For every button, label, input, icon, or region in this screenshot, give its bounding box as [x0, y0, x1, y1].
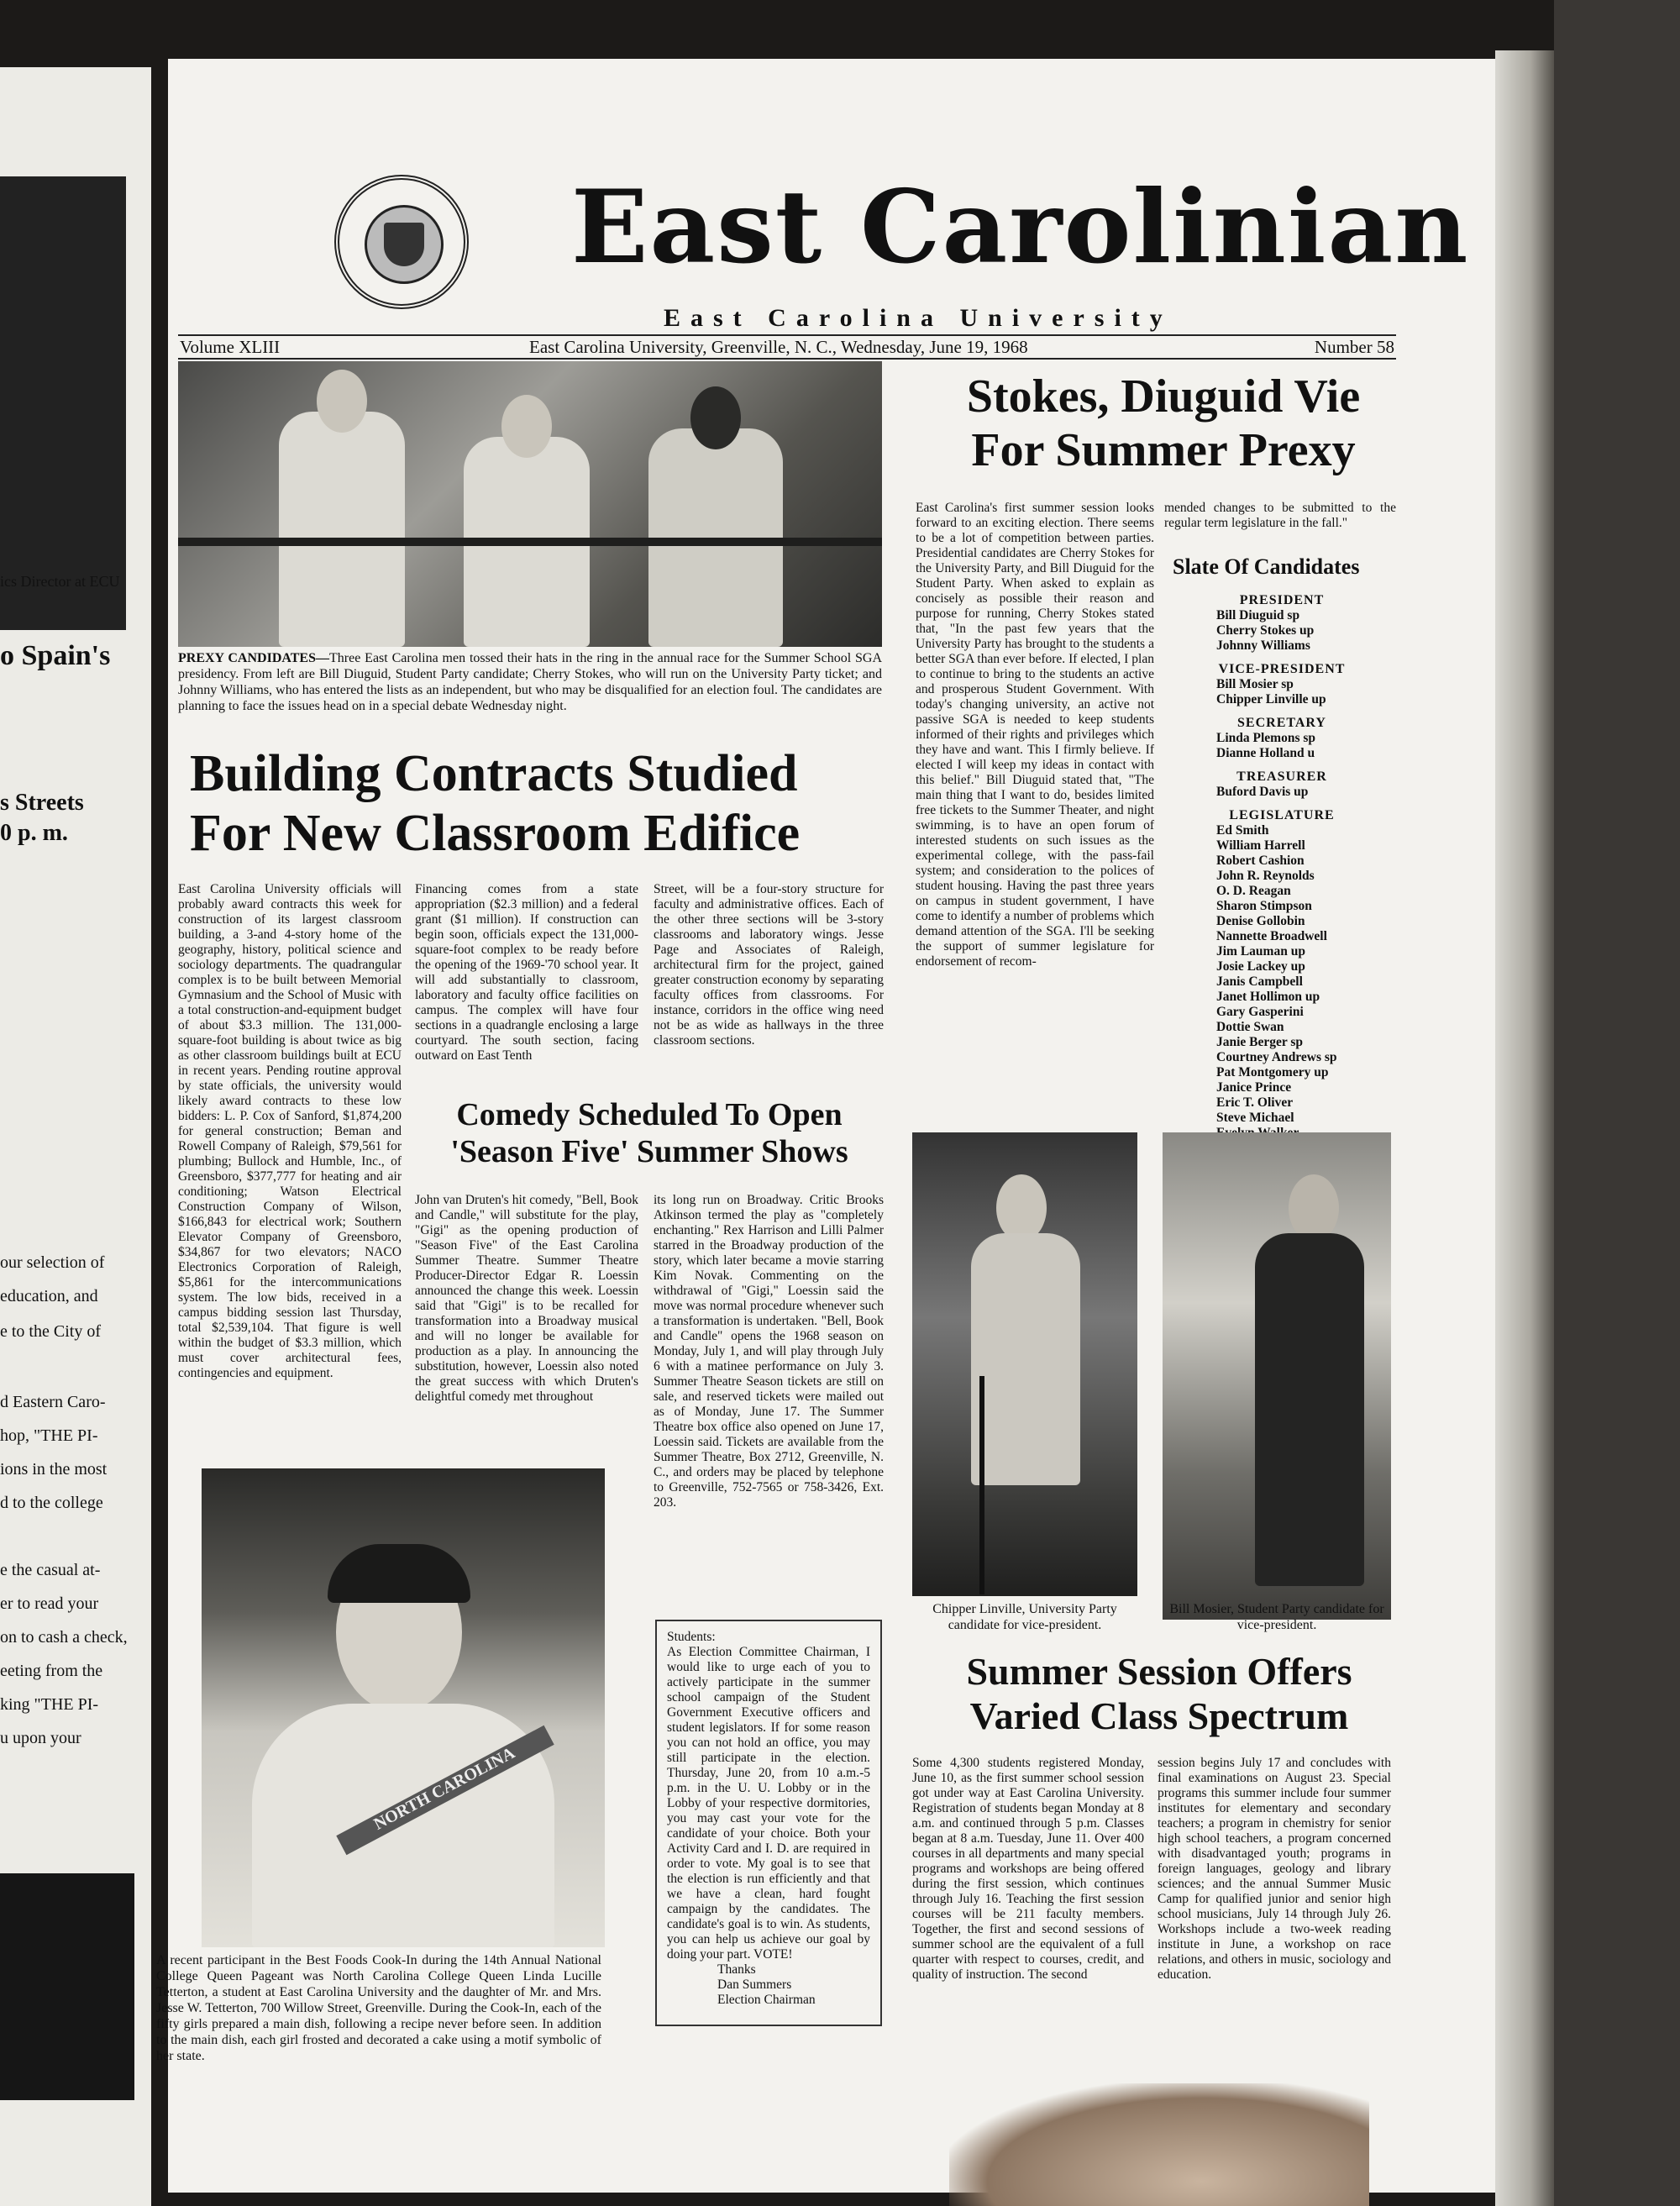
page-stack-edge	[1495, 50, 1554, 2206]
prexy-caption	[178, 650, 882, 714]
building-headline-line1: Building Contracts Studied	[190, 745, 798, 802]
slate-name: Jim Lauman up	[1216, 944, 1305, 959]
comedy-article-col2: its long run on Broadway. Critic Brooks Atkinson termed the play as "completely enchanting." Rex Harrison and Lilli Palmer starred in the Broadway production of the story, which later became a movie starring Kim Novak. Commenting on the withdrawal of "Gigi," Loessin said the move was normal procedure whenever such a transformation is undertaken. "Bell, Book and Candle" opens the 1968 season on Monday, July 1, and will play through July 6 with a matinee performance on July 3. Summer Theatre Season tickets are still on sale, and reserved tickets were mailed out as of Monday, June 17. The Summer Theatre box office also opened on June 17, Loessin said. Tickets are available from the Summer Theatre, Box 2712, Greenville, N. C., and orders may be placed by telephone to Greenville, 752-7565 or 758-3426, Ext. 203.	[654, 1193, 884, 1510]
issue-number: Number 58	[1314, 337, 1394, 357]
chipper-caption: Chipper Linville, University Party candidate for vice-president.	[932, 1602, 1117, 1632]
letter-body: As Election Committee Chairman, I would like to urge each of you to actively participate in the summer school campaign of the Student Government Executive officers and student legislators. If for some reason you can not hold an office, you may still participate in the election. Thursday, June 20, from 10 a.m.-5 p.m. in the U. U. Lobby or in the Lobby of your respective dormitories, you may cast your vote for the candidate of your choice. Both your Activity Card and I. D. are required in order to vote. My goal is to see that the election is run efficiently and that we have a clean, hard fought campaign by the candidates. The candidate's goal is to win. As students, you can help us achieve our goal by doing your part. VOTE!	[667, 1645, 870, 1962]
building-article-col2: Financing comes from a state appropriation ($2.3 million) and a federal grant ($1 million). If construction can begin soon, officials expect the 131,000-square-foot complex to be ready before the opening of the 1969-'70 school year. It will add substantially to classroom, laboratory and faculty office facilities on campus. The complex will have four sections in a quadrangle enclosing a large courtyard. The south section, facing outward on East Tenth	[415, 882, 638, 1063]
slate-heading-vice-president: VICE-PRESIDENT	[1218, 662, 1346, 676]
scanner-hand	[949, 2083, 1369, 2206]
left-facing-page	[0, 67, 151, 2206]
volume-label: Volume XLIII	[180, 337, 281, 357]
slate-name: Ed Smith	[1216, 823, 1269, 838]
slate-name: Robert Cashion	[1216, 854, 1305, 868]
place-date: East Carolina University, Greenville, N. C., Wednesday, June 19, 1968	[529, 337, 1028, 357]
slate-name: Courtney Andrews sp	[1216, 1050, 1337, 1064]
prexy-candidates-photo	[178, 361, 882, 647]
left-page-line: d to the college	[0, 1494, 103, 1512]
slate-name: Cherry Stokes up	[1216, 623, 1315, 638]
slate-name: Dottie Swan	[1216, 1020, 1284, 1034]
slate-heading-legislature: LEGISLATURE	[1229, 808, 1335, 822]
slate-title: Slate Of Candidates	[1173, 554, 1360, 579]
slate-name: Johnny Williams	[1216, 638, 1310, 653]
stokes-headline-line2: For Summer Prexy	[971, 424, 1356, 477]
slate-name: Linda Plemons sp	[1216, 731, 1316, 745]
slate-name: Janet Hollimon up	[1216, 990, 1320, 1004]
left-page-line: s Streets	[0, 790, 84, 816]
letter-signature: Dan Summers	[717, 1978, 792, 1992]
slate-name: John R. Reynolds	[1216, 869, 1315, 883]
queen-sash: NORTH CAROLINA	[336, 1725, 554, 1855]
letter-closing: Thanks	[717, 1962, 756, 1977]
slate-name: Dianne Holland u	[1216, 746, 1315, 760]
slate-name: Denise Gollobin	[1216, 914, 1305, 928]
prexy-caption-lead: PREXY CANDIDATES—	[178, 651, 329, 665]
comedy-headline-line1: Comedy Scheduled To Open	[456, 1097, 843, 1132]
slate-heading-treasurer: TREASURER	[1236, 769, 1327, 784]
slate-name: Janis Campbell	[1216, 974, 1303, 989]
left-page-line: education, and	[0, 1287, 98, 1305]
left-page-line: e the casual at-	[0, 1561, 101, 1579]
queen-caption: A recent participant in the Best Foods Cook-In during the 14th Annual National College Queen Pageant was North Carolina College Queen Linda Lucille Tetterton, a student at East Carolina University and the daughter of Mr. and Mrs. Jesse W. Tetterton, 700 Willow Street, Greenville. During the Cook-In, each of the fifty girls prepared a main dish, following a recipe never before seen. In addition to the main dish, each girl frosted and decorated a cake using a motif symbolic of her state.	[156, 1953, 601, 2063]
comedy-headline-line2: 'Season Five' Summer Shows	[450, 1133, 848, 1169]
legislature-list	[1173, 823, 1391, 1141]
queen-photo	[202, 1468, 605, 1947]
comedy-headline	[415, 1097, 884, 1170]
slate-name: Chipper Linville up	[1216, 692, 1326, 706]
slate-name: Josie Lackey up	[1216, 959, 1305, 974]
left-page-line: eeting from the	[0, 1662, 103, 1680]
building-article-col1: East Carolina University officials will probably award contracts this week for construction of its largest classroom building, a 3-and 4-story home of the geography, history, political science and sociology departments. The quadrangular complex is to be built between Memorial Gymnasium and the School of Music with a total construction-and-equipment budget of about $3.3 million. The 131,000-square-foot building is about twice as big as other classroom buildings built at ECU in recent years. Pending routine approval by state officials, the university would likely award contracts to these low bidders: L. P. Cox of Sanford, $1,874,200 for general construction; Beman and Rowell Company of Raleigh, $79,561 for plumbing; Bullock and Humble, Inc., of Greensboro, $377,777 for heating and air conditioning; Watson Electrical Construction Company of Wilson, $166,843 for electrical work; Southern Elevator Company of Greensboro, $34,867 for two elevators; NACO Electronics Corporation of Raleigh, $5,861 for the intercommunications system. The low bids, received in a campus bidding session last Thursday, total $2,539,104. That figure is well within the budget of $3.3 million, which must cover architectural fees, contingencies and equipment.	[178, 882, 402, 1380]
summer-article-col2: session begins July 17 and concludes with final examinations on August 23. Special programs this summer include four summer institutes for elementary and secondary teachers; a program in chemistry for senior high school teachers, a program concerned with disadvantaged youth; programs in foreign languages, geology and library sciences; and the annual Summer Music Camp for qualified junior and senior high school musicians, July 14 through July 26. Workshops include a two-week reading institute in June, a workshop on race relations, and others in music, sociology and education.	[1158, 1756, 1391, 1982]
left-page-line: ions in the most	[0, 1460, 108, 1479]
election-letter	[655, 1620, 882, 2026]
left-page-photo	[0, 176, 126, 630]
left-page-line: u upon your	[0, 1729, 81, 1747]
left-page-line: d Eastern Caro-	[0, 1393, 106, 1411]
slate-of-candidates	[1173, 554, 1391, 1141]
stokes-headline-line1: Stokes, Diuguid Vie	[966, 370, 1361, 423]
left-page-line: o Spain's	[0, 640, 111, 671]
left-page-line: 0 p. m.	[0, 820, 68, 846]
building-headline-line2: For New Classroom Edifice	[190, 805, 801, 863]
stokes-article-col2: mended changes to be submitted to the regular term legislature in the fall."	[1164, 501, 1396, 530]
left-page-line: our selection of	[0, 1253, 105, 1272]
masthead-subtitle: East Carolina University	[664, 304, 1173, 332]
summer-headline-line1: Summer Session Offers	[966, 1650, 1352, 1693]
summer-article-col1: Some 4,300 students registered Monday, June 10, as the first summer school session got under way at East Carolina University. Registration of students began Monday at 8 a.m. and continued through 5 p.m. Classes began at 8 a.m. Tuesday, June 11. Over 400 courses in all departments and many special programs and workshops are being offered during the first session, which continues through July 16. Teaching the first session courses will be 211 faculty members. Together, the first and second sessions of summer school are the equivalent of a full quarter with respect to courses, credit, and quality of instruction. The second	[912, 1756, 1144, 1982]
slate-name: William Harrell	[1216, 838, 1305, 853]
letter-salutation: Students:	[667, 1630, 716, 1644]
stokes-headline	[916, 370, 1411, 478]
stokes-article-col1: East Carolina's first summer session looks forward to an exciting election. There seems to be a lot of competition between parties. Presidential candidates are Cherry Stokes for the University Party, and Bill Diuguid for the Student Party. When asked to explain as concisely as possible their reason and purpose for running, Cherry Stokes stated that, "In the past few years that the University Party has brought to the students a better SGA than ever before. If elected, I plan to continue to bring to the students an active and prosperous Student Government. With today's changing university, an active not passive SGA is needed to keep students informed of their rights and privileges which they have and want. This I firmly believe. If elected I will keep my ideas in contact with this belief." Bill Diuguid stated that, "The main thing that I want to do, besides limited free tickets to the Summer Theater, and night swimming, is to have an open forum of interested students on such issues as the experimental college, with the pass-fail system; and consideration to the polices of student housing. Having the past three years on campus in student government, I have come to identify a number of problems which demand attention of the SGA. I'll be seeking the support of summer legislature for endorsement of recom-	[916, 501, 1154, 969]
dateline-bar	[178, 334, 1396, 360]
left-page-ad-box	[0, 1873, 134, 2100]
slate-name: Janie Berger sp	[1216, 1035, 1304, 1049]
slate-name: O. D. Reagan	[1216, 884, 1291, 898]
slate-name: Gary Gasperini	[1216, 1005, 1304, 1019]
slate-name: Sharon Stimpson	[1216, 899, 1312, 913]
university-seal-icon	[334, 175, 469, 309]
comedy-article-col1: John van Druten's hit comedy, "Bell, Book and Candle," will substitute for the play, "Gigi" as the opening production of "Season Five" of the East Carolina Summer Theatre. Summer Theatre Producer-Director Edgar R. Loessin announced the change this week. Loessin said that "Gigi" is to be recalled for transformation into a Broadway musical and will no longer be available for production as a play. In announcing the substitution, however, Loessin also noted the great success with which Druten's delightful comedy met throughout	[415, 1193, 638, 1404]
letter-title: Election Chairman	[717, 1993, 816, 2007]
chipper-linville-photo	[912, 1132, 1137, 1596]
left-page-line: ics Director at ECU	[0, 573, 120, 590]
slate-name: Eric T. Oliver	[1216, 1095, 1294, 1110]
slate-name: Steve Michael	[1216, 1111, 1294, 1125]
slate-name: Janice Prince	[1216, 1080, 1292, 1095]
slate-name: Buford Davis up	[1216, 785, 1309, 799]
summer-headline-line2: Varied Class Spectrum	[969, 1694, 1349, 1737]
slate-name: Nannette Broadwell	[1216, 929, 1327, 943]
left-page-line: e to the City of	[0, 1322, 101, 1341]
scanner-background	[1554, 0, 1680, 2206]
left-page-line: er to read your	[0, 1594, 99, 1613]
building-headline	[178, 744, 884, 864]
slate-heading-president: PRESIDENT	[1239, 593, 1325, 607]
building-article-col3: Street, will be a four-story structure for faculty and administrative offices. Each of the other three sections will be 3-story classrooms and laboratory wings. Jesse Page and Associates of Raleigh, architectural firm for the project, gained greater construction economy by separating faculty offices from classrooms. For instance, corridors in the office wing need not be as wide as hallways in the three classroom sections.	[654, 882, 884, 1048]
slate-name: Bill Diuguid sp	[1216, 608, 1300, 622]
prexy-caption-text: Three East Carolina men tossed their hats in the ring in the annual race for the Summer School SGA presidency. From left are Bill Diuguid, Student Party candidate; Cherry Stokes, who will run on the University Party ticket; and Johnny Williams, who has entered the lists as an independent, but who may be disqualified for an election foul. The candidates are planning to face the issues head on in a special debate Wednesday night.	[178, 651, 883, 713]
bill-mosier-photo	[1163, 1132, 1391, 1620]
left-page-line: king "THE PI-	[0, 1695, 99, 1714]
mosier-caption: Bill Mosier, Student Party candidate for vice-president.	[1169, 1602, 1384, 1632]
slate-name: Bill Mosier sp	[1216, 677, 1294, 691]
masthead-title: East Carolinian	[571, 168, 1470, 286]
summer-headline	[916, 1650, 1403, 1739]
slate-name: Pat Montgomery up	[1216, 1065, 1329, 1079]
slate-heading-secretary: SECRETARY	[1237, 716, 1326, 730]
left-page-line: hop, "THE PI-	[0, 1426, 98, 1445]
left-page-line: on to cash a check,	[0, 1628, 128, 1647]
